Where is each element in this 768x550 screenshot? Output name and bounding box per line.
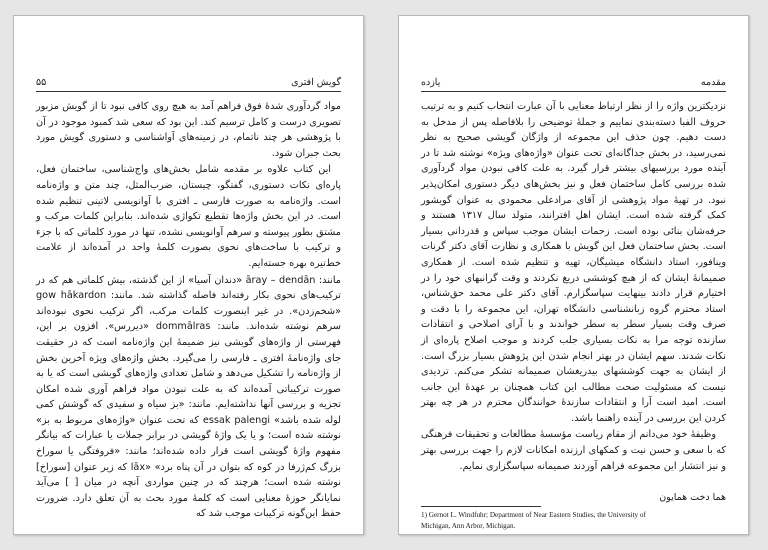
footnote-rule bbox=[421, 506, 541, 507]
page-number: یازده bbox=[421, 77, 441, 88]
author-signature: هما دخت همایون bbox=[659, 492, 726, 503]
paragraph: مواد گردآوری شدهٔ فوق فراهم آمد به هیچ روی کافی نبود تا از گویش مزبور تصویری درست و کامل ترسیم کند. این بود که سعی شد کمبود موجود در آن با پژوهشی هر چند ناتمام، در زمینه‌های آواشناسی و دستوری گویش مورد بحث جبران شود. bbox=[36, 101, 341, 159]
right-page-body bbox=[421, 99, 726, 475]
paragraph: مانند: āray – dendān «دندان آسیا» از این گذشته، بیش کلماتی هم که در ترکیب‌های نحوی بکار رفته‌اند فاصله گذاشته شد. مانند: gow hākardon «شخم‌زدن». در غیر اینصورت کلمات مرکب، اگر ترکیب نحوی نبوده‌اند سرهم نوشته شده‌اند. مانند: dommālras «دیررس». افزون بر این، فهرستی از واژه‌های گویشی نیز ضمیمهٔ این واژه‌نامه است که در حقیقت جای واژه‌نامهٔ افتری ـ فارسی را می‌گیرد. بخش واژه‌های ویژه آخرین بخش از واژه‌نامه را تشکیل می‌دهد و شامل تعدادی واژه‌های گویشی است که یا به صورت ترکیباتی آمده‌اند که به علت نبودن مواد فراهم آوری شده امکان تجزیه و بررسی آنها نداشته‌ایم. مانند: «بز سیاه و سفیدی که گوشش کمی لوله شده باشد» essak palengi که تحت عنوان «واژه‌های مربوط به بز» نوشته شده است؛ و یا یک واژهٔ گویشی در برابر جملات یا عبارات که بیانگر مفهوم واژهٔ گویشی است قرار داده شده‌اند؛ مانند: «فروفتگی یا سوراخ بزرگ کم‌ژرفا در کوه که بتوان در آن پناه برد» «lāx که زیر عنوان [سوراخ] نوشته شده است؛ هرچند که در چنین مواردی آنچه در میان [ ] می‌آید نمایانگر حوزهٔ معنایی است که کلمهٔ مورد بحث به آن تعلق دارد. ضرورت حفظ این‌گونه ترکیبات موجب شد که bbox=[36, 274, 342, 520]
running-head: گویش افتری bbox=[291, 77, 341, 88]
footnote: 1) Gernot L. Windfuhr; Department of Near Eastern Studies, the University of Michigan, Ann Arbor, Michigan. bbox=[421, 511, 646, 530]
right-page bbox=[398, 15, 749, 535]
left-page bbox=[13, 15, 364, 535]
left-page-body bbox=[36, 99, 341, 523]
page-number: ۵۵ bbox=[36, 77, 47, 88]
paragraph: نزدیکترین واژه را از نظر ارتباط معنایی با آن عبارت انتخاب کنیم و به ترتیب حروف الفبا دسته‌بندی نماییم و جملهٔ توضیحی را بلافاصله پس از مدخل به دست دهیم. چون حذف این مجموعه از واژگان گویشی صحیح به نظر نمی‌رسید، در بخش جداگانه‌ای تحت عنوان «واژه‌های ویژه» نوشته شد تا در آینده مورد بررسیهای بیشتر قرار گیرد. به علت کافی نبودن مواد گردآوری شده بررسی کامل ساختمان فعل و نیز بخش‌های دیگر دستوری امکان‌پذیر نبود. در تهیهٔ مواد پژوهشی از آقای مرادعلی محمودی به عنوان گویشور کمک گرفته شده است. ایشان اهل افترانند، متولد سال ۱۳۱۷ هستند و حرفه‌شان بنائی بوده است. زحمات ایشان موجب سپاس و قدردانی بسیار است. بخش ساختمان فعل این گویش با همکاری و نظارت آقای دکتر گرنات وینافور، استاد دانشگاه میشیگان، تهیه و تنظیم شده است. از همکاری صمیمانهٔ ایشان که از هیچ کوششی دریغ نکردند و وقت گرانبهای خود را در اختیارم قرار دادند بینهایت سپاسگزارم. آقای دکتر علی محمد حق‌شناس، استاد محترم گروه زبانشناسی دانشگاه تهران، این مجموعه را با دقت و صرف وقت بسیار سطر به سطر خواندند و با آرای اصلاحی و انتقادات سازنده توجه مرا به نکات بسیاری جلب کردند و موجب اصلاح پاره‌ای از نکات شدند. سهم ایشان در بهتر انجام شدن این پژوهش بسیار بزرگ است. از ایشان به جهت کوششهای بیدریغشان صمیمانه تشکر می‌کنم. تردیدی نیست که مسئولیت صحت مطالب این کتاب همچنان بر عهدهٔ این جانب است. امید است آرا و انتقادات سازندهٔ خوانندگان محترم در هر چه بهتر کردن این بررسی در آینده راهنما باشد. bbox=[421, 101, 726, 424]
paragraph: این کتاب علاوه بر مقدمه شامل بخش‌های واج‌شناسی، ساختمان فعل، پاره‌ای نکات دستوری، گفتگو، چیستان، ضرب‌المثل، چند متن و واژه‌نامه است. واژه‌نامه به صورت فارسی ـ افتری با آوانویسی لاتینی تنظیم شده است. در این بخش واژه‌ها تقطیع تکواژی شده‌اند. بنابراین کلمات مرکب و مشتق بطور پیوسته و سرهم آوانویسی نشده، تنها در مورد کلماتی که با جزء و ترکیب با ساخت‌های نحوی بصورت کلمهٔ واحد در آمده‌اند از علامت خط‌تیره بهره جسته‌ایم. bbox=[36, 164, 341, 269]
right-page-header bbox=[421, 77, 726, 92]
paragraph: وظیفهٔ خود می‌دانم از مقام ریاست مؤسسهٔ مطالعات و تحقیقات فرهنگی که با سعی و حسن نیت و کمکهای ارزنده امکانات لازم را جهت بررسی بهتر و نیز انتشار این مجموعه فراهم آوردند صمیمانه سپاسگزاری نمایم. bbox=[421, 429, 726, 472]
left-page-header bbox=[36, 77, 341, 92]
running-head: مقدمه bbox=[700, 77, 726, 88]
